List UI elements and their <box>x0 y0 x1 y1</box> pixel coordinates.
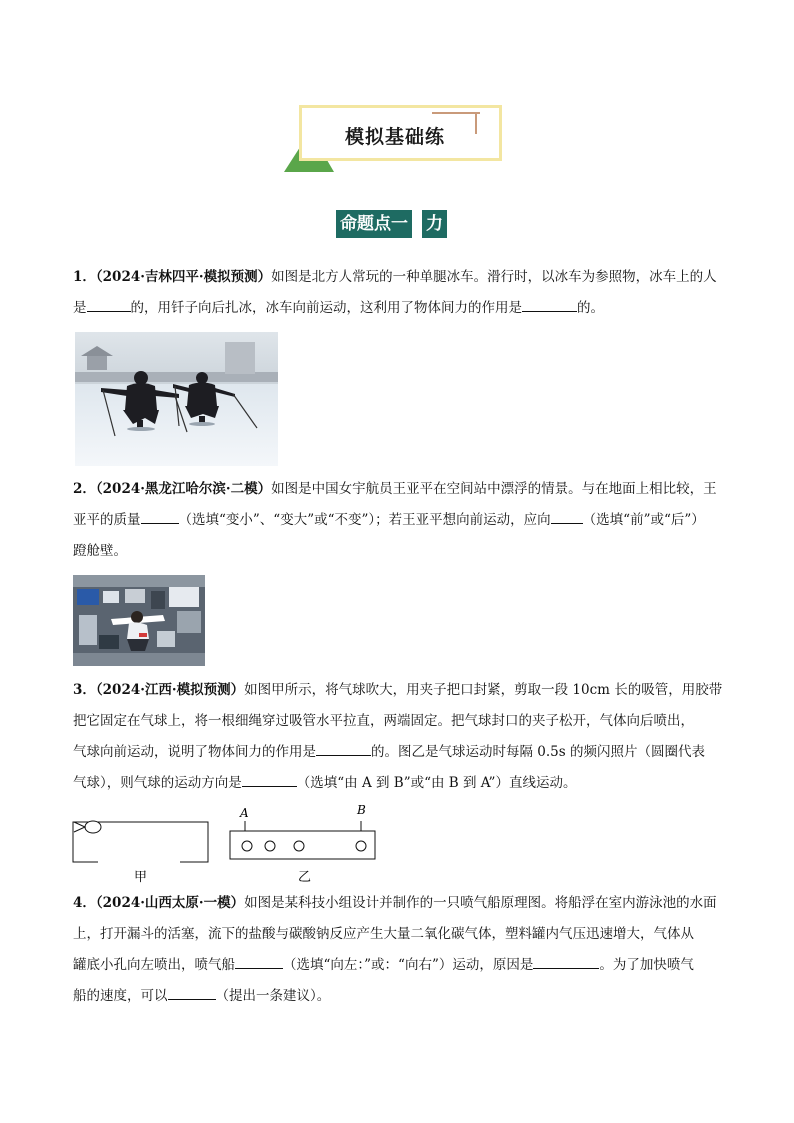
answer-blank[interactable] <box>316 740 371 756</box>
question-text: （选填“前”或“后”） <box>582 512 705 528</box>
question-2 <box>73 474 723 567</box>
question-3 <box>73 675 723 799</box>
question-number: 2． <box>73 481 96 497</box>
question-text: 如图是北方人常玩的一种单腿冰车。滑行时，以冰车为参照物，冰车上的人 <box>271 269 717 285</box>
banner-decor-line <box>432 112 480 114</box>
figure-label-yi: 乙 <box>298 870 312 885</box>
question-text: 的。图乙是气球运动时每隔 0.5s 的频闪照片（圆圈代表 <box>371 744 705 760</box>
topic-heading <box>336 210 447 238</box>
answer-blank[interactable] <box>168 984 216 1000</box>
question-text: 如图甲所示，将气球吹大，用夹子把口封紧，剪取一段 10cm 长的吸管，用胶带 <box>244 682 723 698</box>
point-label-b: B <box>357 805 366 817</box>
question-text: （提出一条建议）。 <box>215 988 331 1004</box>
answer-blank[interactable] <box>87 296 131 312</box>
topic-name: 力 <box>422 210 447 238</box>
question-text: 是 <box>73 300 87 316</box>
balloon-figure <box>70 805 390 885</box>
answer-blank[interactable] <box>235 953 283 969</box>
space-station-photo <box>73 575 205 666</box>
question-text: 如图是中国女宇航员王亚平在空间站中漂浮的情景。与在地面上相比较，王 <box>271 481 717 497</box>
question-text: 如图是某科技小组设计并制作的一只喷气船原理图。将船浮在室内游泳池的水面 <box>244 895 717 911</box>
question-text: （选填“向左：”或：“向右”）运动，原因是 <box>283 957 534 973</box>
question-number: 3． <box>73 682 96 698</box>
question-text: 把它固定在气球上，将一根细绳穿过吸管水平拉直，两端固定。把气球封口的夹子松开，气体向后喷出， <box>73 713 694 729</box>
answer-blank[interactable] <box>141 508 179 524</box>
question-text: （选填“变小”、“变大”或“不变”）；若王亚平想向前运动，应向 <box>178 512 551 528</box>
question-text: 罐底小孔向左喷出，喷气船 <box>73 957 235 973</box>
figure-label-jia: 甲 <box>134 870 148 885</box>
question-number: 1． <box>73 269 96 285</box>
banner-title: 模拟基础练 <box>345 126 446 148</box>
question-text: 的，用钎子向后扎冰，冰车向前运动，这利用了物体间力的作用是 <box>130 300 522 316</box>
question-text: 船的速度，可以 <box>73 988 168 1004</box>
topic-label: 命题点一 <box>336 210 412 238</box>
question-text: （选填“由 A 到 B”或“由 B 到 A”）直线运动。 <box>296 775 577 791</box>
question-source: （2024·江西·模拟预测） <box>95 682 245 698</box>
answer-blank[interactable] <box>533 953 599 969</box>
figure-a-diagram <box>73 821 208 862</box>
ice-sled-photo <box>75 332 278 466</box>
question-source: （2024·黑龙江哈尔滨·二模） <box>95 481 272 497</box>
question-text: 上，打开漏斗的活塞，流下的盐酸与碳酸钠反应产生大量二氧化碳气体，塑料罐内气压迅速增大，气体从 <box>73 926 694 942</box>
section-banner <box>282 100 512 172</box>
question-4 <box>73 888 723 1012</box>
figure-b-diagram <box>230 821 375 859</box>
question-1 <box>73 262 723 324</box>
answer-blank[interactable] <box>522 296 577 312</box>
banner-decor-tick <box>475 114 477 134</box>
question-text: 的。 <box>577 300 604 316</box>
answer-blank[interactable] <box>242 771 297 787</box>
question-number: 4． <box>73 895 96 911</box>
question-source: （2024·吉林四平·模拟预测） <box>95 269 272 285</box>
question-text: 亚平的质量 <box>73 512 141 528</box>
question-text: 气球），则气球的运动方向是 <box>73 775 242 791</box>
point-label-a: A <box>240 806 249 820</box>
answer-blank[interactable] <box>551 508 583 524</box>
question-text: 气球向前运动，说明了物体间力的作用是 <box>73 744 316 760</box>
question-text: 。为了加快喷气 <box>599 957 694 973</box>
question-source: （2024·山西太原·一模） <box>95 895 245 911</box>
question-text: 蹬舱壁。 <box>73 543 127 559</box>
